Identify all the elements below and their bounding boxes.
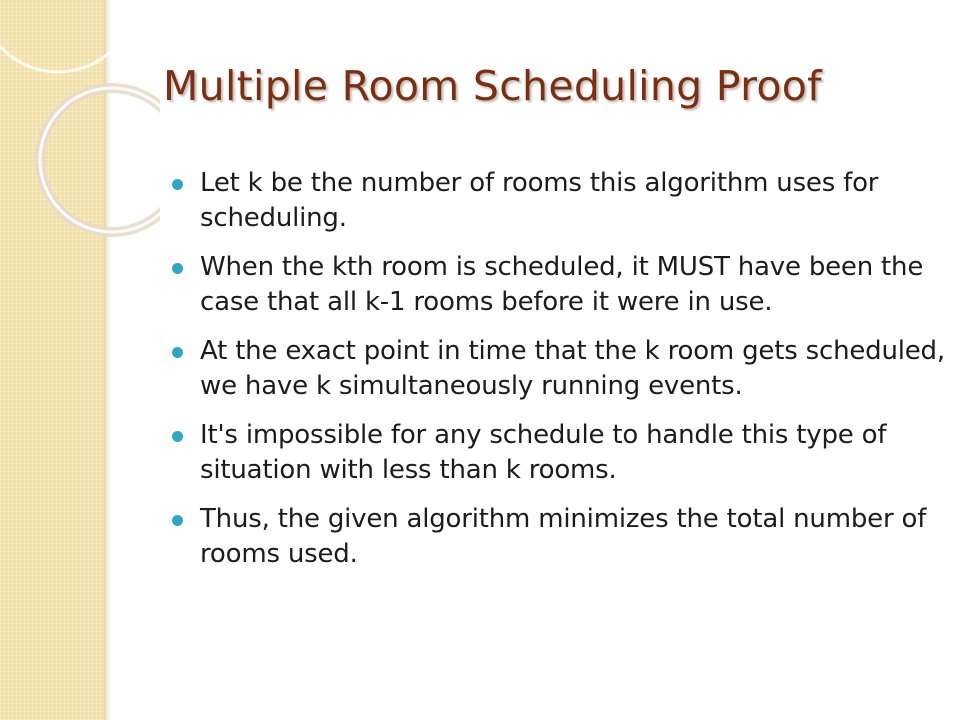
- bullet-item: [172, 334, 952, 404]
- bullet-item: [172, 250, 952, 320]
- slide-title: Multiple Room Scheduling Proof: [163, 62, 822, 110]
- bullet-dot-icon: [172, 515, 183, 526]
- bullet-item: [172, 166, 952, 236]
- decorative-rings: [0, 0, 160, 260]
- bullet-dot-icon: [172, 347, 183, 358]
- bullet-text: When the kth room is scheduled, it MUST have been the case that all k-1 rooms before it were in use.: [200, 252, 924, 317]
- bullet-dot-icon: [172, 179, 183, 190]
- bullet-text: Thus, the given algorithm minimizes the total number of rooms used.: [200, 504, 927, 569]
- bullet-item: [172, 418, 952, 488]
- bullet-item: [172, 502, 952, 572]
- bullet-dot-icon: [172, 263, 183, 274]
- bullet-list: [172, 166, 952, 586]
- bullet-dot-icon: [172, 431, 183, 442]
- bullet-text: It's impossible for any schedule to handle this type of situation with less than k rooms.: [200, 420, 887, 485]
- bullet-text: Let k be the number of rooms this algorithm uses for scheduling.: [200, 168, 879, 233]
- bullet-text: At the exact point in time that the k room gets scheduled, we have k simultaneously running events.: [200, 336, 945, 401]
